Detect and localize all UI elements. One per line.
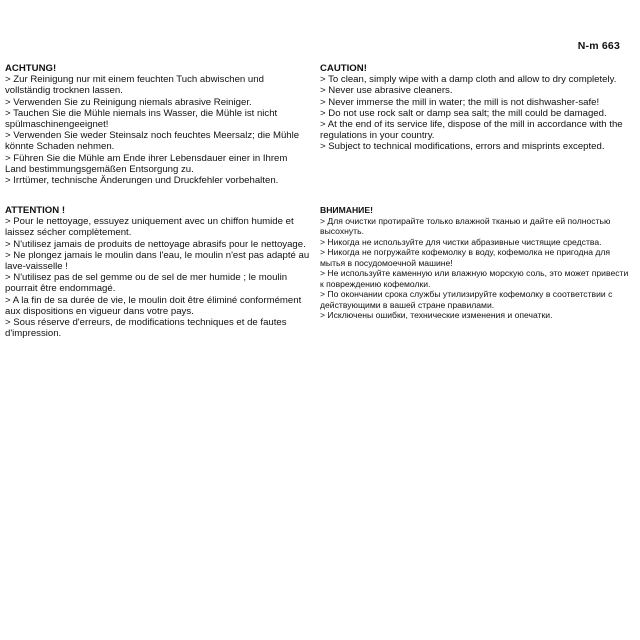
warning-line: > Для очистки протирайте только влажной тканью и дайте ей полностью высохнуть. [320,215,611,236]
warning-line: > Verwenden Sie weder Steinsalz noch feuchtes Meersalz; die Mühle könnte Schaden nehmen. [5,130,300,153]
warning-line: > Не используйте каменную или влажную морскую соль, это может привести к повреждению кофемолки. [320,268,629,289]
warning-block-english [320,63,625,153]
warning-line: > Исключены ошибки, технические изменения и опечатки. [320,310,553,320]
warning-line: > Никогда не используйте для чистки абразивные чистящие средства. [320,236,602,247]
warning-heading: ACHTUNG! [5,63,57,74]
warning-line: > Pour le nettoyage, essuyez uniquement avec un chiffon humide et laissez sécher complètement. [5,216,294,239]
warning-line: > Subject to technical modifications, errors and misprints excepted. [320,141,605,153]
warning-line: > N'utilisez jamais de produits de nettoyage abrasifs pour le nettoyage. [5,238,306,250]
warning-heading: ATTENTION ! [5,205,66,216]
warning-line: > Zur Reinigung nur mit einem feuchten Tuch abwischen und vollständig trocknen lassen. [5,74,264,97]
warning-line: > Irrtümer, technische Änderungen und Druckfehler vorbehalten. [5,175,279,187]
warning-block-german [5,63,310,186]
warning-line: > Verwenden Sie zu Reinigung niemals abrasive Reiniger. [5,96,252,108]
warning-line: > Führen Sie die Mühle am Ende ihrer Lebensdauer einer in Ihrem Land bestimmungsgemäßen Entsorgung zu. [5,152,288,175]
warning-line: > Do not use rock salt or damp sea salt; the mill could be damaged. [320,107,607,119]
warning-line: > To clean, simply wipe with a damp cloth and allow to dry completely. [320,74,617,86]
product-code: N-m 663 [577,40,620,52]
warning-line: > Ne plongez jamais le moulin dans l'eau, le moulin n'est pas adapté au lave-vaisselle ! [5,249,310,273]
warning-block-russian [320,205,632,321]
warning-line: > At the end of its service life, dispose of the mill in accordance with the regulations in your country. [320,119,623,142]
warning-line: > Никогда не погружайте кофемолку в воду, кофемолка не пригодна для мытья в посудомоечной машине! [320,247,611,268]
warning-heading: ВНИМАНИЕ! [320,205,373,215]
warning-line: > Tauchen Sie die Mühle niemals ins Wasser, die Mühle ist nicht spülmaschinengeeignet! [5,107,278,131]
warning-line: > A la fin de sa durée de vie, le moulin doit être éliminé conformément aux dispositions en vigueur dans votre pays. [5,294,302,317]
warning-line: > По окончании срока службы утилизируйте кофемолку в соответствии с действующими в вашей стране правилами. [320,289,613,310]
warning-heading: CAUTION! [320,63,367,74]
warning-line: > Sous réserve d'erreurs, de modifications techniques et de fautes d'impression. [5,317,287,340]
warning-line: > N'utilisez pas de sel gemme ou de sel de mer humide ; le moulin pourrait être endommagé. [5,272,288,295]
warning-line: > Never use abrasive cleaners. [320,85,453,97]
warning-block-french [5,205,310,339]
warning-line: > Never immerse the mill in water; the mill is not dishwasher-safe! [320,96,600,108]
